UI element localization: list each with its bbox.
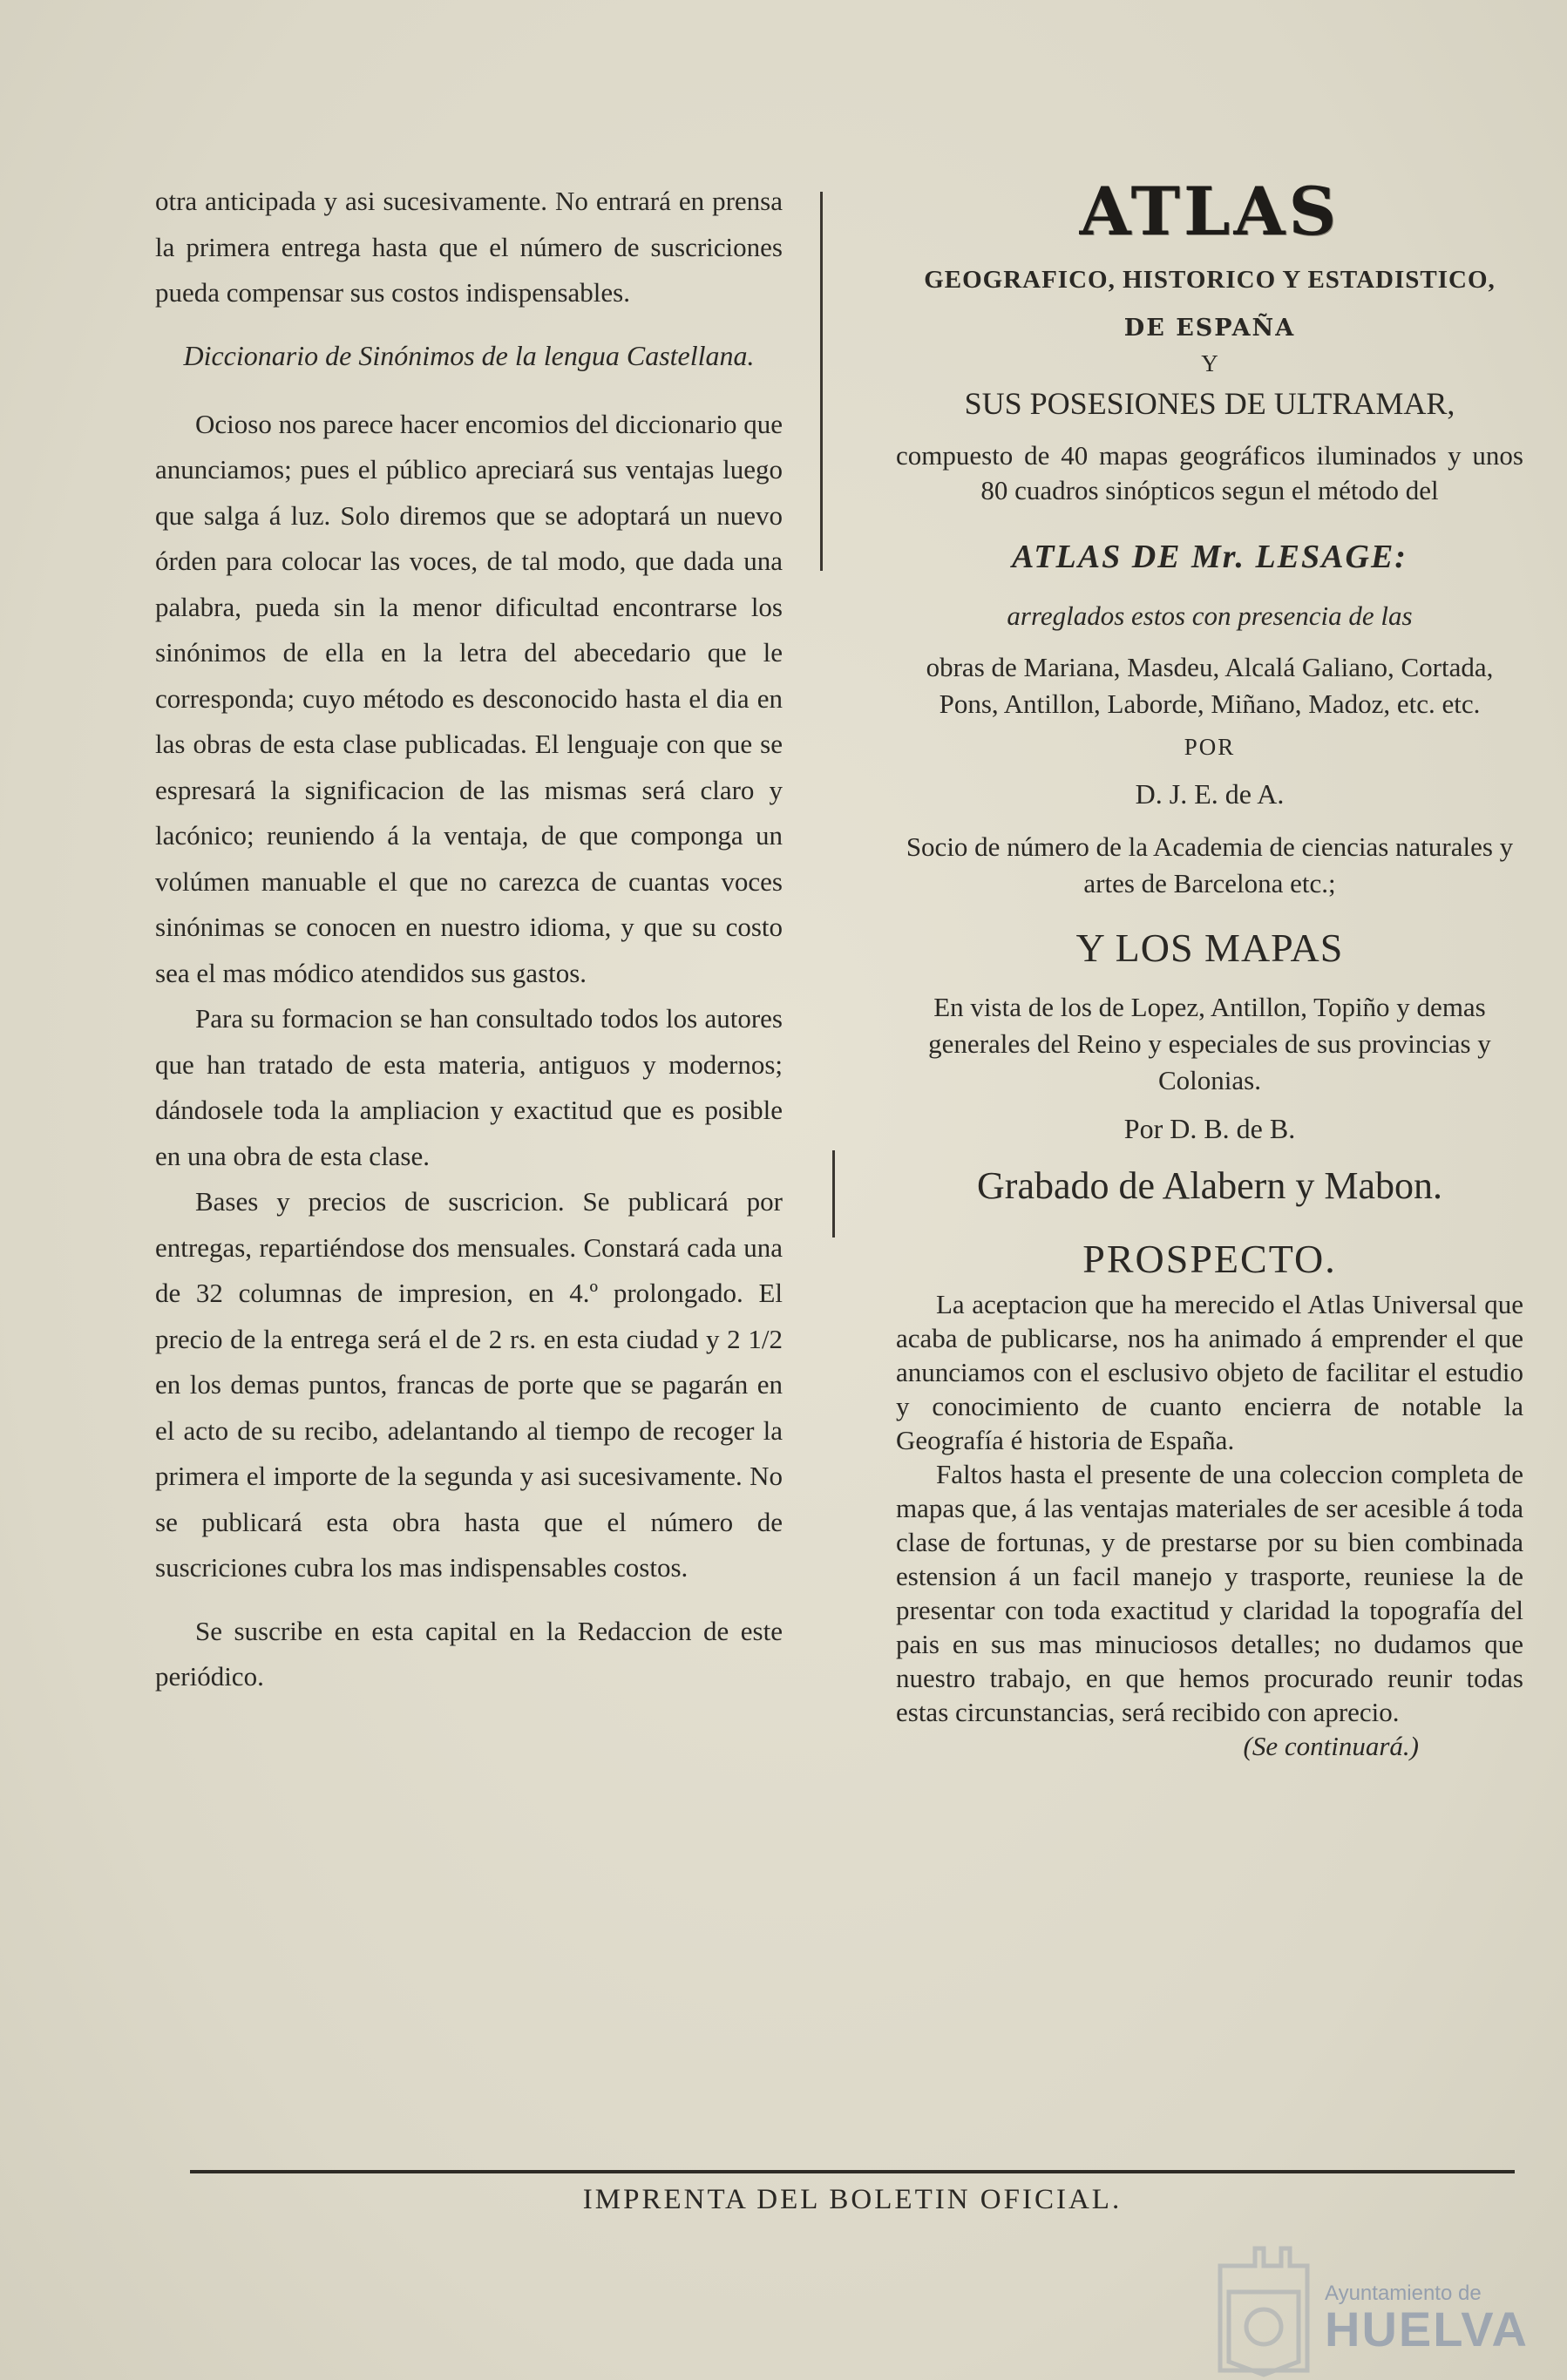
conjunction-y: Y [1201,350,1218,376]
engraver-credit: Grabado de Alabern y Mabon. [977,1164,1442,1207]
paragraph-bases: Bases y precios de suscricion. Se publicará por entregas, repartiéndose dos mensuales. Constará cada una de 32 columnas de impresion, en 4.º prolongado. El precio de la entrega será el de 2 rs. en esta ciudad y 2 1/2 en los demas puntos, francas de porte que se pagarán en el acto de su recibo, adelantando al tiempo de recoger la primera el importe de la segunda y asi sucesivamente. No se publicará esta obra hasta que el número de suscriciones cubra los mas indispensables costos. [155,1186,783,1583]
prospecto-paragraph-2: Faltos hasta el presente de una coleccion completa de mapas que, á las ventajas materiales de ser acesible á toda clase de fortunas, y de prestarse por su bien combinada estension á un facil manejo y trasporte, reuniese la de presentar con toda exactitud y claridad la topografía del pais en sus mas minuciosos detalles; no dudamos que nuestro trabajo, en que hemos procurado reunir todas estas circunstancias, será recibido con aprecio. [896,1459,1523,1727]
atlas-title: ATLAS [1079,173,1340,250]
footer-rule [190,2170,1515,2173]
printer-imprint: IMPRENTA DEL BOLETIN OFICIAL. [582,2184,1123,2215]
atlas-subtitle: GEOGRAFICO, HISTORICO Y ESTADISTICO, [924,266,1496,294]
left-column [155,179,783,1700]
paragraph-intro: Ocioso nos parece hacer encomios del diccionario que anunciamos; pues el público apreciará sus ventajas luego que salga á luz. Solo diremos que se adoptará un nuevo órden para colocar las voces, de tal modo, que dada una palabra, pueda sin la menor dificultad encontrarse los sinónimos de ella en la letra del abecedario que le corresponda; cuyo método es desconocido hasta el dia en las obras de esta clase publicadas. El lenguaje con que se espresará la significacion de las mismas será claro y lacónico; reuniendo á la ventaja, de que componga un volúmen manuable el que no carezca de cuantas voces sinónimas se conocen en nuestro idioma, y que su costo sea el mas módico atendidos sus gastos. [155,408,783,988]
continued-note: (Se continuará.) [1243,1731,1419,1761]
por-label: POR [1184,734,1236,760]
paragraph-suscribe: Se suscribe en esta capital en la Redaccion de este periódico. [155,1615,783,1692]
posesiones-heading: SUS POSESIONES DE ULTRAMAR, [964,386,1455,421]
column-divider [820,192,823,571]
watermark-big-text: HUELVA [1325,2302,1529,2356]
author-initials: D. J. E. de A. [1135,778,1285,810]
atlas-lesage: ATLAS DE Mr. LESAGE: [1012,539,1408,575]
compuesto-text: compuesto de 40 mapas geográficos iluminados y unos 80 cuadros sinópticos segun el método del [896,440,1523,505]
de-espana: DE ESPAÑA [1123,315,1296,342]
prospecto-heading: PROSPECTO. [1082,1237,1337,1281]
watermark-small-text: Ayuntamiento de [1325,2282,1482,2305]
section-heading-diccionario: Diccionario de Sinónimos de la lengua Castellana. [183,339,755,371]
right-column [896,170,1523,1764]
en-vista-text: En vista de los de Lopez, Antillon, Topiño y demas generales del Reino y especiales de sus provincias y Colonias. [928,992,1491,1095]
socio-text: Socio de número de la Academia de ciencias naturales y artes de Barcelona etc.; [906,831,1514,898]
paragraph-continuation: otra anticipada y asi sucesivamente. No entrará en prensa la primera entrega hasta que el número de suscriciones pueda compensar sus costos indispensables. [155,186,783,308]
paragraph-formacion: Para su formacion se han consultado todos los autores que han tratado de esta materia, antiguos y modernos; dándosele toda la ampliacion y exactitud que es posible en una obra de esta clase. [155,1003,783,1171]
column-divider-lower [832,1150,835,1237]
map-author: Por D. B. de B. [1123,1113,1296,1144]
y-los-mapas-heading: Y LOS MAPAS [1075,926,1344,970]
arreglados-text: arreglados estos con presencia de las [1007,600,1413,631]
obras-list: obras de Mariana, Masdeu, Alcalá Galiano, Cortada, Pons, Antillon, Laborde, Miñano, Madoz, etc. etc. [926,652,1494,719]
prospecto-paragraph-1: La aceptacion que ha merecido el Atlas Universal que acaba de publicarse, nos ha animado á emprender el que anunciamos con el esclusivo objeto de facilitar el estudio y conocimiento de cuanto encierra de notable la Geografía é historia de España. [896,1289,1523,1455]
